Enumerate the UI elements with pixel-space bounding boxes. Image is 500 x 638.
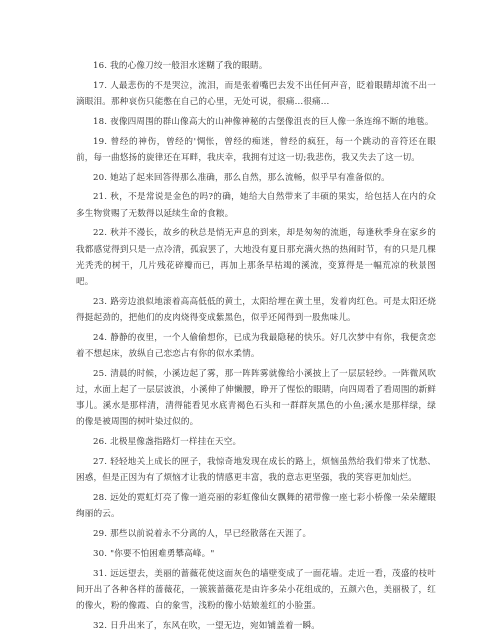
paragraph [76, 618, 436, 634]
paragraph-number: 30. [93, 548, 108, 559]
paragraph-text: 秋，不是常说是金色的吗?的确，她给大自然带来了丰硕的果实，给包括人在内的众多生物赏赐了无数得以延续生命的食粮。 [76, 192, 436, 219]
paragraph-number: 24. [93, 332, 108, 343]
paragraph-number: 26. [93, 437, 108, 448]
paragraph [76, 170, 436, 186]
paragraph [76, 526, 436, 542]
paragraph [76, 490, 436, 522]
paragraph [76, 114, 436, 130]
paragraph [76, 58, 436, 74]
paragraph [76, 546, 436, 562]
paragraph-text: 人最悲伤的不是哭泣，流泪，而是张着嘴巴去发不出任何声音，眨着眼睛却流不出一滴眼泪。那种哀伤只能憋在自己的心里，无处可说，很痛...很痛... [76, 80, 436, 107]
paragraph-text: 曾经的神伤，曾经的'惆怅，曾经的痴迷，曾经的疯狂，每一个跳动的音符还在眼前，每一曲悠扬的旋律还在耳畔，我庆幸，我拥有过这一切;我悲伤，我又失去了这一切。 [76, 136, 436, 163]
paragraph-text: 日升出来了，东风在吹，一望无边，宛如铺盖着一瞬。 [110, 620, 320, 631]
paragraph [76, 366, 436, 431]
paragraph-number: 27. [93, 457, 108, 467]
paragraph-number: 20. [93, 172, 108, 183]
paragraph-number: 21. [93, 192, 108, 203]
paragraph-number: 28. [93, 493, 108, 503]
paragraph-text: 北极星像盏指路灯一样挂在天空。 [110, 437, 242, 448]
paragraph-text: 清晨的时候，小溪边起了雾，那一阵阵雾就像给小溪披上了一层层轻纱。一阵微风吹过，水面上起了一层层波浪，小溪伸了伸懒腰，睁开了惺忪的眼睛，向四周看了看周围的新鲜事儿。溪水是那样清，清得能看见水底青褐色石头和一群群灰黑色的小鱼;溪水是那样绿，绿的像是被周围的树叶染过似的。 [76, 368, 436, 428]
paragraph-number: 19. [93, 136, 108, 147]
paragraph-text: 秋并不漫长，故乡的秋总是悄无声息的到来，却是匆匆的流逝，每逢秋季身在家乡的我都感觉得到只是一点冷清，孤寂罢了，大地没有夏日那充满火热的热闹时节，有的只是几棵光秃秃的树干，几片残花碎瓣而已，再加上那条早枯竭的溪流，变算得是一幅荒凉的秋景图吧。 [76, 228, 436, 287]
paragraph [76, 330, 436, 362]
paragraph [76, 454, 436, 486]
paragraph [76, 134, 436, 166]
paragraph-text: 轻轻地关上成长的匣子，我惊奇地发现在成长的路上，烦恼虽然给我们带来了忧愁、困惑，但是正因为有了烦恼才让我的情感更丰富，我的意志更坚强，我的笑容更加灿烂。 [76, 457, 436, 484]
paragraph-text: 静静的夜里，一个人偷偷想你，已成为我最隐秘的快乐。好几次梦中有你，我便贪恋着不想起床，放纵自己恋恋占有你的似水柔情。 [76, 332, 436, 359]
paragraph-number: 17. [93, 80, 108, 91]
paragraph-text: 远处的霓虹灯亮了像一道亮丽的彩虹像仙女飘舞的裙带像一座七彩小桥像一朵朵耀眼绚丽的云。 [76, 493, 436, 520]
paragraph-text: 路旁边浪似地滚着高高低低的黄土，太阳给埋在黄土里，发着肉红色。可是太阳还烧得挺起劲的，把他们的皮肉烧得变成紫黑色，似乎还闻得到一股焦味儿。 [76, 296, 436, 323]
paragraph [76, 189, 436, 221]
document-body [76, 58, 436, 638]
paragraph-text: "你要不怕困难勇攀高峰。" [110, 548, 215, 559]
paragraph-number: 29. [93, 529, 108, 539]
paragraph-text: 我的心像刀绞一般泪水迷糊了我的眼睛。 [110, 61, 268, 71]
paragraph [76, 566, 436, 615]
paragraph [76, 78, 436, 110]
paragraph [76, 434, 436, 450]
paragraph-number: 22. [93, 228, 108, 239]
paragraph-number: 16. [93, 61, 108, 71]
paragraph-text: 夜像四周围的群山像高大的山神像神秘的古堡像沮丧的巨人像一条连绵不断的地毯。 [110, 116, 434, 127]
paragraph [76, 225, 436, 290]
paragraph-number: 31. [93, 568, 108, 579]
paragraph-number: 23. [93, 296, 108, 307]
paragraph-text: 那些以前说着永不分离的人，早已经散落在天涯了。 [110, 529, 312, 539]
paragraph-text: 她站了起来回答得那么准确，那么自然，那么流畅，似乎早有准备似的。 [110, 172, 390, 183]
paragraph [76, 294, 436, 326]
paragraph-number: 18. [93, 116, 108, 127]
paragraph-number: 32. [93, 620, 108, 631]
paragraph-number: 25. [93, 368, 108, 379]
paragraph-text: 远远望去，美丽的蔷薇花使这面灰色的墙壁变成了一面花墙。走近一看，茂盛的枝叶间开出了各种各样的蔷薇花，一簇簇蔷薇花是由许多朵小花组成的，五颜六色，美丽极了，红的像火，粉的像霞、白的象雪，浅粉的像小姑娘羞红的小脸蛋。 [76, 568, 436, 611]
